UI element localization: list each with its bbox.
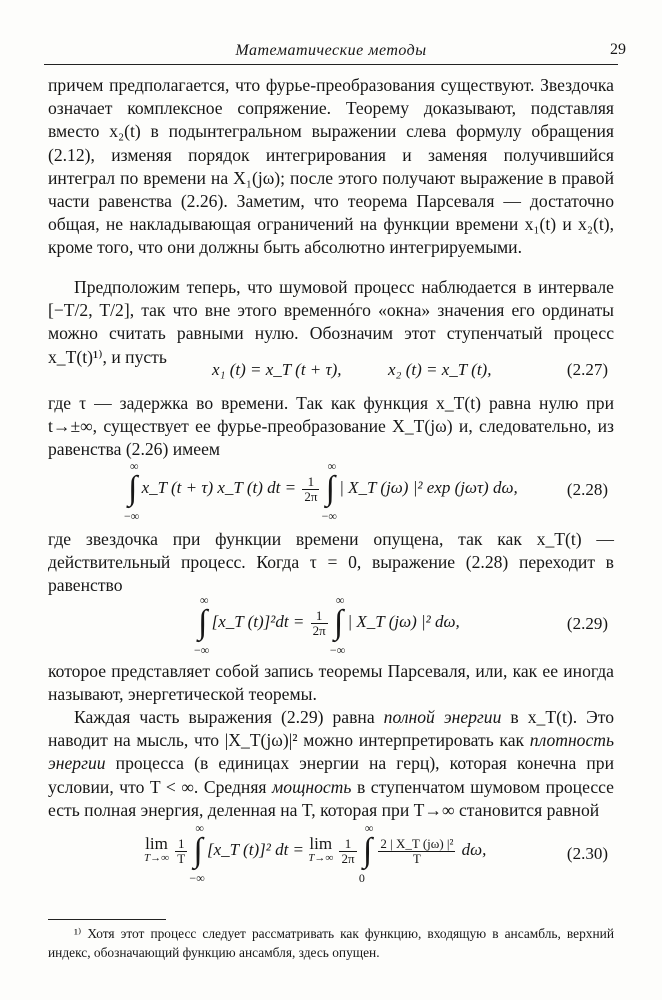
equation-number: (2.27) [566, 360, 608, 379]
equation-2-29: ∫ ∞ −∞ [x_T (t)]²dt = $\frac{1}{2\pi}$ ∫ ∞ −∞ | X_T (jω) |² dω, (2.29) [194, 593, 608, 657]
equation-2-27 [48, 360, 614, 386]
equation-2-28: ∫ ∞ −∞ x_T (t + τ) x_T (t) dt = $\frac{1}{2\pi}$ ∫ ∞ −∞ | X_T (jω) |² exp (jωτ) dω, (2.28) [124, 459, 608, 523]
fraction: $\frac{1}{2\pi}$ [304, 473, 318, 504]
footnote-rule [48, 919, 166, 920]
eq-227-left: x₁ (t) = x_T (t + τ), [212, 360, 342, 379]
paragraph-4: где звездочка при функции времени опущена, так как x_T(t) — действительный процесс. Когда τ = 0, выражение (2.28) переходит в равенство [48, 529, 614, 596]
paragraph-6: Каждая часть выражения (2.29) равна полной энергии в x_T(t). Это наводит на мысль, что |X_T(jω)|² можно интерпретировать как плотность энергии процесса (в единицах энергии на герц), которая конечна при условии, что T < ∞. Средняя мощность в ступенчатом шумовом процессе есть полная энергия, деленная на T, которая при T→∞ становится равной [48, 707, 615, 820]
integral-sign: ∫ ∞ −∞ [194, 593, 210, 657]
paragraph-1: причем предполагается, что фурье-преобразования существуют. Звездочка означает комплексное сопряжение. Теорему доказывают, подставляя вместо x₂(t) в подынтегральном выражении слева формулу обращения (2.12), изменяя порядок интегрирования и заменяя получившийся интеграл по времени на X₁(jω); после этого получают выражение в правой части равенства (2.26). Заметим, что теорема Парсеваля — достаточно общая, не накладывающая ограничений на функции времени x₁(t) и x₂(t), кроме того, что они должны быть абсолютно интегрируемыми. [48, 75, 614, 258]
integral-sign: ∫ ∞ −∞ [189, 821, 205, 885]
integral-sign: ∫ ∞ −∞ [321, 459, 337, 523]
limit: lim T→∞ [308, 834, 334, 864]
emphasis: мощность [272, 776, 352, 797]
fraction: $\frac{1}{T}$ [177, 835, 186, 866]
paragraph-3: где τ — задержка во времени. Так как функция x_T(t) равна нулю при t→±∞, существует ее фурье-преобразование X_T(jω) и, следовательно, из равенства (2.26) имеем [48, 393, 614, 460]
footnote: ¹⁾ Хотя этот процесс следует рассматривать как функцию, входящую в ансамбль, верхний индекс, обозначающий функцию ансамбля, здесь опущен. [48, 926, 614, 960]
integral-sign: ∫ ∞ 0 [358, 821, 374, 885]
equation-number: (2.28) [566, 480, 608, 499]
fraction: $\frac{1}{2\pi}$ [312, 607, 326, 638]
eq-227-right: x₂ (t) = x_T (t), [388, 360, 492, 379]
fraction: $\frac{1}{2\pi}$ [341, 835, 355, 866]
paragraph-2: Предположим теперь, что шумовой процесс наблюдается в интервале [−T/2, T/2], так что вне этого временнóго «окна» значения его ординаты можно считать равными нулю. Обозначим этот ступенчатый процесс x_T(t)¹⁾, и пусть [48, 277, 614, 367]
equation-2-30: lim T→∞ $\frac{1}{T}$ ∫ ∞ −∞ [x_T (t)]² dt = lim T→∞ $\frac{1}{2\pi}$ ∫ ∞ 0 $\frac{\text{2 | X\_T (jω) |²}}{T}$ dω, (2.30) [144, 821, 608, 885]
header-rule [44, 64, 618, 65]
fraction: $\frac{\text{2 | X\_T (jω) |²}}{T}$ [380, 835, 454, 866]
paragraph-5: которое представляет собой запись теоремы Парсеваля, или, как ее иногда называют, энергетической теоремы. [48, 661, 614, 705]
equation-number: (2.30) [566, 844, 608, 863]
page-number: 29 [610, 41, 626, 58]
equation-number: (2.29) [566, 614, 608, 633]
integral-sign: ∫ ∞ −∞ [124, 459, 140, 523]
emphasis: полной энергии [383, 707, 502, 727]
running-header: Математические методы [235, 42, 427, 59]
limit: lim T→∞ [144, 834, 169, 864]
emphasis: плотность энергии [48, 730, 614, 774]
integral-sign: ∫ ∞ −∞ [329, 593, 346, 657]
